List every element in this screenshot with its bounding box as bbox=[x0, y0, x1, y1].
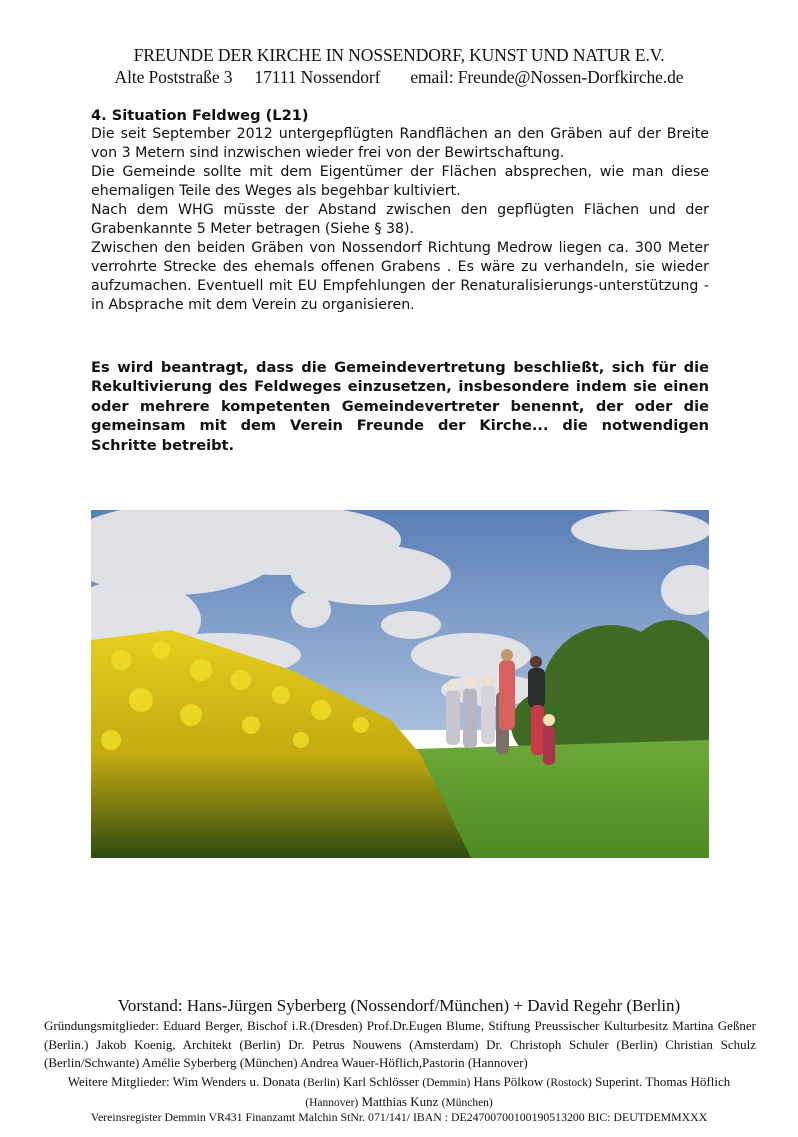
field-path-illustration bbox=[91, 510, 709, 858]
proposal-text: Es wird beantragt, dass die Gemeindevertretung beschließt, sich für die Rekultivierung des Feldweges einzusetzen, insbesondere indem sie einen oder mehrere kompetenten Gemeindevertreter benennt, der oder die gemeinsam mit dem Verein Freunde der Kirche... die notwendigen Schritte betreibt. bbox=[91, 358, 709, 454]
organization-name: FREUNDE DER KIRCHE IN NOSSENDORF, KUNST UND NATUR E.V. bbox=[133, 45, 665, 65]
founding-members: Gründungsmitglieder: Eduard Berger, Bischof i.R.(Dresden) Prof.Dr.Eugen Blume, Stiftung Preussischer Kulturbesitz Martina Geßner (Berlin.) Jakob Koenig, Architekt (Berlin) Dr. Petrus Nouwens (Amsterdam) Dr. Christoph Schuler (Berlin) Christian Schulz (Berlin/Schwante) Amélie Syberberg (München) Andrea Wauer-Höflich,Pastorin (Hannover) bbox=[44, 1018, 756, 1070]
address-line bbox=[0, 66, 798, 88]
paragraph: Die Gemeinde sollte mit dem Eigentümer der Flächen absprechen, wie man diese ehemaligen Teile des Weges als begehbar kultiviert. bbox=[91, 164, 709, 199]
section-heading: 4. Situation Feldweg (L21) bbox=[91, 107, 309, 124]
member-place: (Demmin) bbox=[422, 1077, 471, 1089]
paragraph: Die seit September 2012 untergepflügten Randflächen an den Gräben auf der Breite von 3 Metern sind inzwischen wieder frei von der Bewirtschaftung. bbox=[91, 126, 709, 161]
paragraph: Zwischen den beiden Gräben von Nossendorf Richtung Medrow liegen ca. 300 Meter verrohrte Strecke des ehemals offenen Grabens . Es wäre zu verhandeln, sie wieder aufzumachen. Eventuell mit EU Empfehlungen der Renaturalisierungs-unterstützung - in Absprache mit dem Verein zu organisieren. bbox=[91, 240, 709, 313]
other-members bbox=[40, 1073, 758, 1112]
member-place: (Rostock) bbox=[546, 1077, 592, 1089]
street-address: Alte Poststraße 3 bbox=[114, 67, 233, 87]
member-name: Wim Wenders u. Donata bbox=[172, 1074, 301, 1089]
member-name: Superint. Thomas Höflich bbox=[595, 1074, 731, 1089]
email-address[interactable]: email: Freunde@Nossen-Dorfkirche.de bbox=[410, 67, 684, 87]
footer bbox=[0, 995, 798, 1124]
member-place: (Hannover) bbox=[305, 1096, 359, 1109]
member-place: (München) bbox=[441, 1096, 493, 1109]
section-feldweg bbox=[91, 106, 709, 315]
member-name: Karl Schlösser bbox=[342, 1074, 420, 1089]
other-members-label: Weitere Mitglieder: bbox=[67, 1074, 170, 1089]
paragraph: Nach dem WHG müsste der Abstand zwischen den gepflügten Flächen und der Grabenkannte 5 Meter betragen (Siehe § 38). bbox=[91, 202, 709, 237]
letterhead bbox=[0, 44, 798, 88]
board-members: Vorstand: Hans-Jürgen Syberberg (Nossendorf/München) + David Regehr (Berlin) bbox=[117, 996, 681, 1015]
registration-info: Vereinsregister Demmin VR431 Finanzamt Malchin StNr. 071/141/ IBAN : DE24700700100190513200 BIC: DEUTDEMMXXX bbox=[90, 1110, 708, 1124]
member-name: Hans Pölkow bbox=[473, 1074, 544, 1089]
member-name: Matthias Kunz bbox=[361, 1093, 439, 1109]
member-place: (Berlin) bbox=[303, 1077, 340, 1089]
postal-city: 17111 Nossendorf bbox=[254, 67, 381, 87]
field-path-photo bbox=[91, 510, 709, 858]
